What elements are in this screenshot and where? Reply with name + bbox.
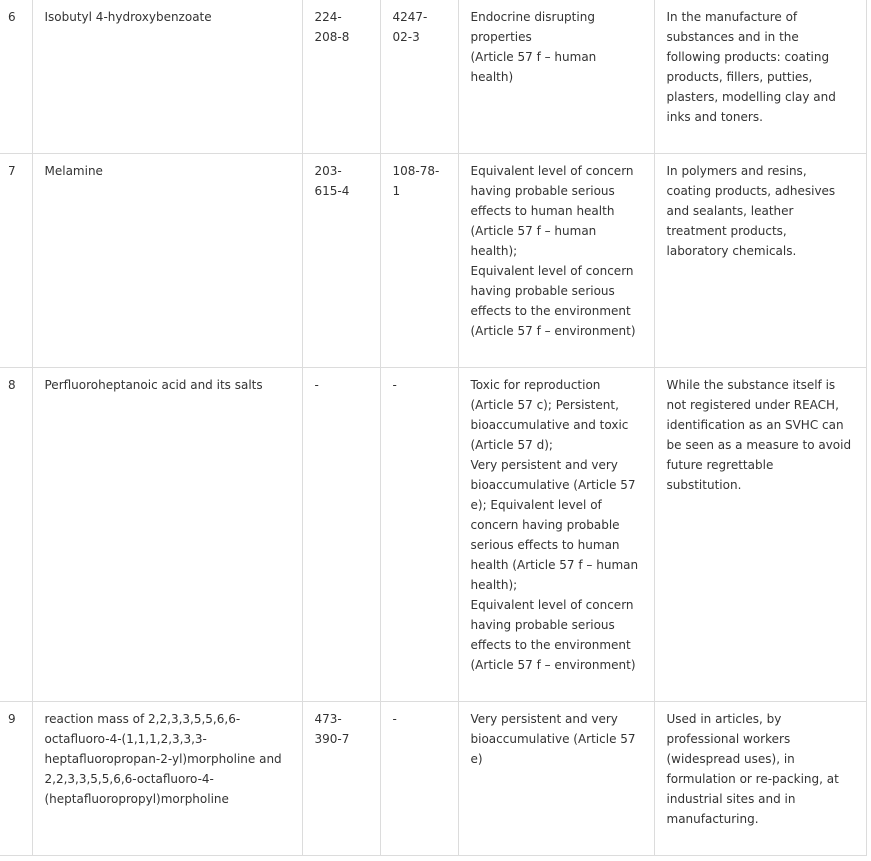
reason-for-inclusion: Endocrine disrupting properties (Article 57 f – human health) [458, 0, 654, 154]
ec-number: 203- 615-4 [302, 154, 380, 368]
table-row [0, 702, 866, 856]
uses: Used in articles, by professional workers (widespread uses), in formulation or re-packing, at industrial sites and in manufacturing. [654, 702, 866, 856]
reason-for-inclusion: Equivalent level of concern having probable serious effects to human health (Article 57 f – human health); Equivalent level of concern having probable serious effects to the environment (Article 57 f – environment) [458, 154, 654, 368]
table-row [0, 154, 866, 368]
table-row [0, 368, 866, 702]
row-number: 8 [0, 368, 32, 702]
cas-number: - [380, 368, 458, 702]
uses: While the substance itself is not registered under REACH, identification as an SVHC can be seen as a measure to avoid future regrettable substitution. [654, 368, 866, 702]
substance-name: Perfluoroheptanoic acid and its salts [32, 368, 302, 702]
substance-name: Isobutyl 4-hydroxybenzoate [32, 0, 302, 154]
row-number: 6 [0, 0, 32, 154]
row-number: 9 [0, 702, 32, 856]
table-row [0, 0, 866, 154]
cas-number: 4247- 02-3 [380, 0, 458, 154]
uses: In the manufacture of substances and in the following products: coating products, fillers, putties, plasters, modelling clay and inks and toners. [654, 0, 866, 154]
cas-number: 108-78- 1 [380, 154, 458, 368]
ec-number: 473- 390-7 [302, 702, 380, 856]
substance-name: reaction mass of 2,2,3,3,5,5,6,6- octafluoro-4-(1,1,1,2,3,3,3- heptafluoropropan-2-yl)morpholine and 2,2,3,3,5,5,6,6-octafluoro-4- (heptafluoropropyl)morpholine [32, 702, 302, 856]
cas-number: - [380, 702, 458, 856]
reason-for-inclusion: Toxic for reproduction (Article 57 c); Persistent, bioaccumulative and toxic (Article 57 d); Very persistent and very bioaccumulative (Article 57 e); Equivalent level of concern having probable serious effects to human health (Article 57 f – human health); Equivalent level of concern having probable serious effects to the environment (Article 57 f – environment) [458, 368, 654, 702]
ec-number: - [302, 368, 380, 702]
uses: In polymers and resins, coating products, adhesives and sealants, leather treatment products, laboratory chemicals. [654, 154, 866, 368]
substance-name: Melamine [32, 154, 302, 368]
row-number: 7 [0, 154, 32, 368]
ec-number: 224- 208-8 [302, 0, 380, 154]
reason-for-inclusion: Very persistent and very bioaccumulative (Article 57 e) [458, 702, 654, 856]
